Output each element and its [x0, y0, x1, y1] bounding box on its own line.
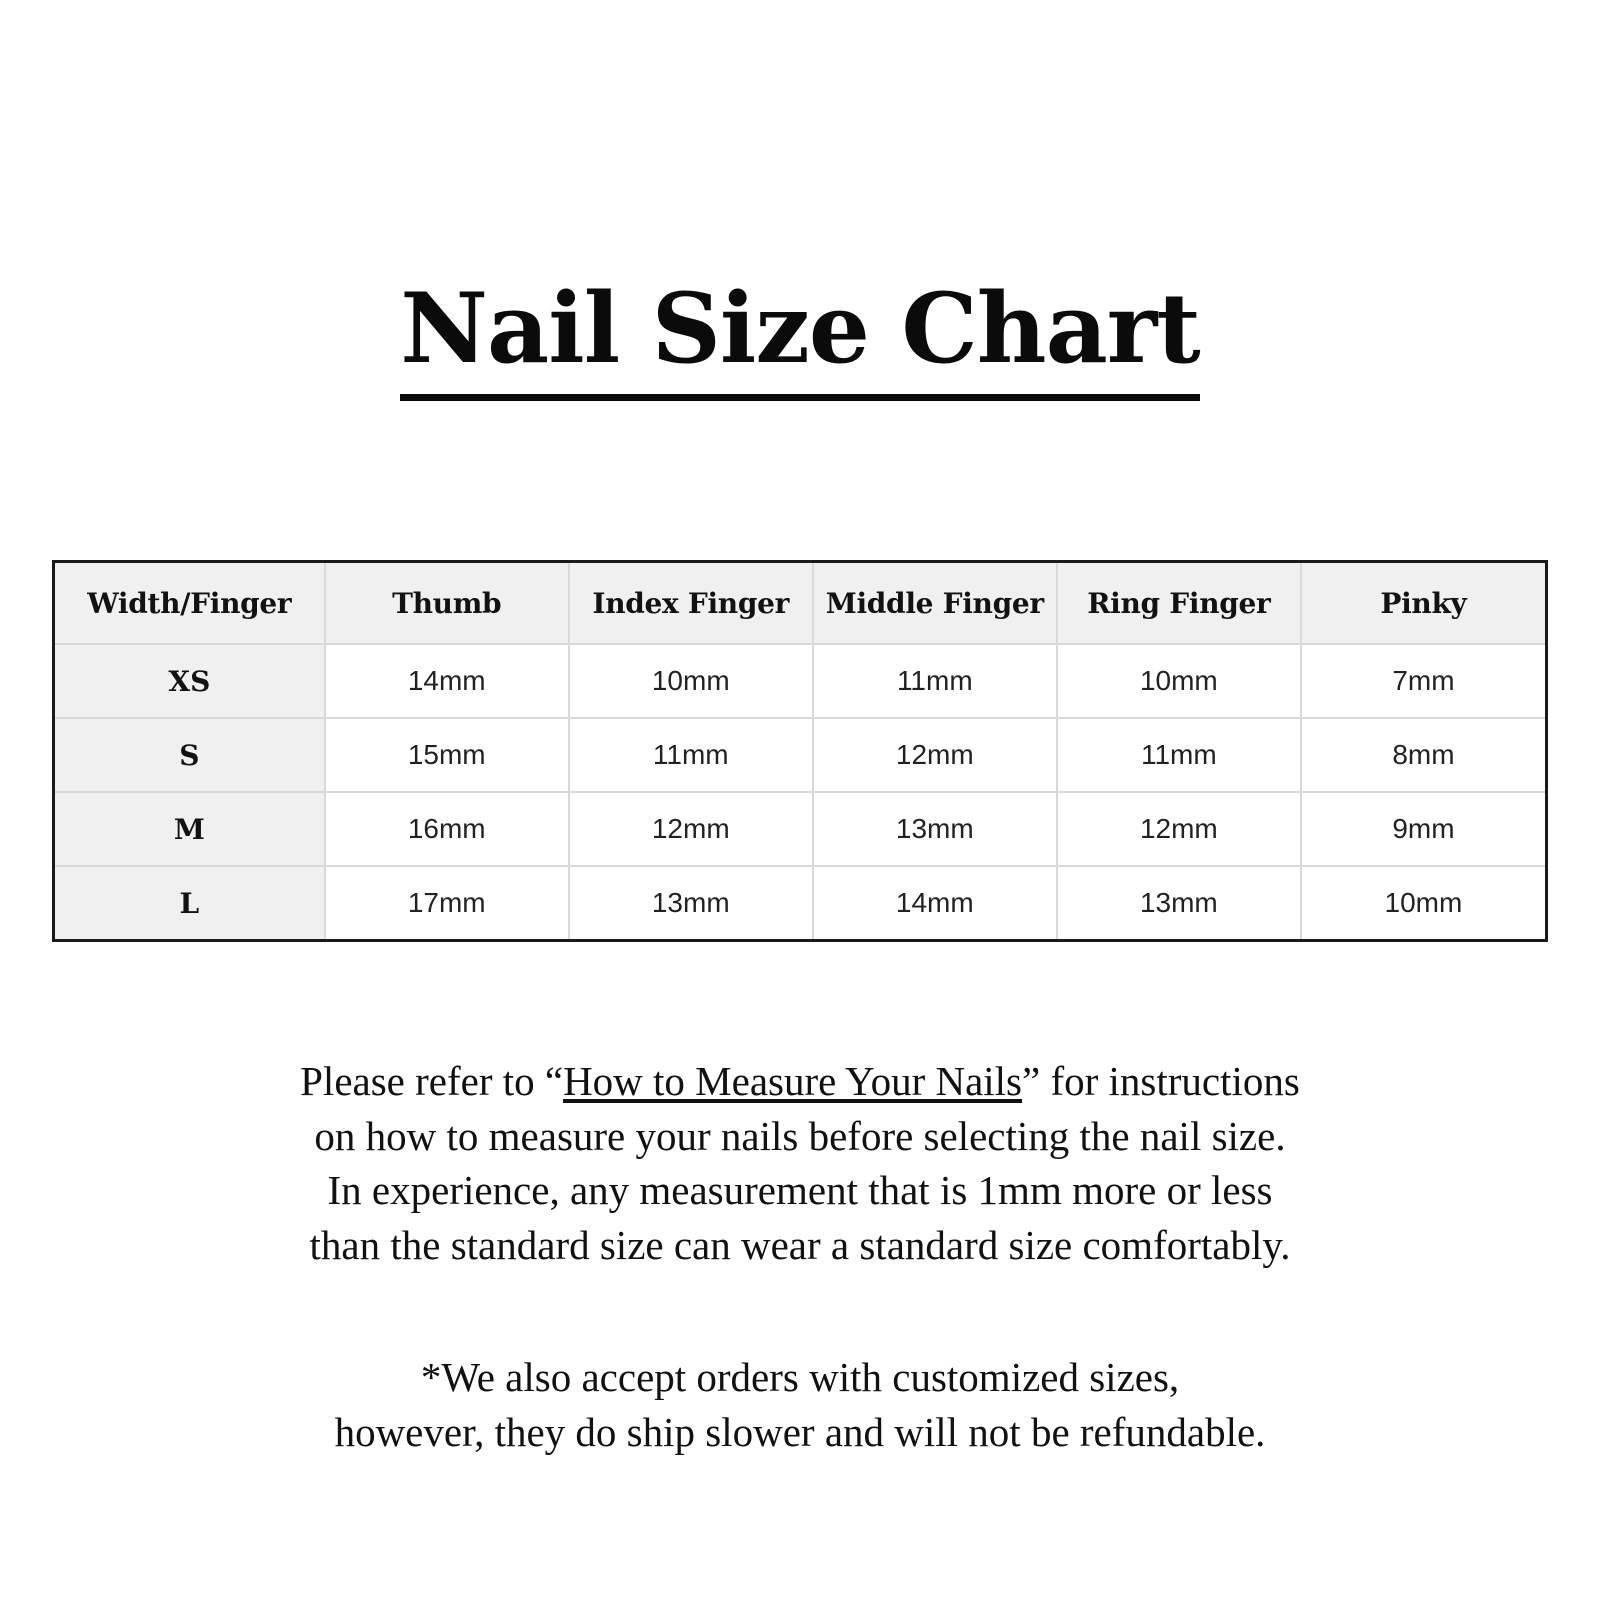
cell-middle-finger: 14mm	[813, 866, 1057, 939]
column-header-middle-finger: Middle Finger	[813, 563, 1057, 644]
cell-middle-finger: 13mm	[813, 792, 1057, 866]
page-title: Nail Size Chart	[400, 279, 1199, 401]
cell-ring-finger: 12mm	[1057, 792, 1301, 866]
notes-line-1-prefix: Please refer to “	[300, 1058, 564, 1105]
table-body	[55, 644, 1545, 939]
column-header-pinky: Pinky	[1301, 563, 1545, 644]
column-header-thumb: Thumb	[325, 563, 569, 644]
cell-pinky: 10mm	[1301, 866, 1545, 939]
notes-paragraph-custom-sizes	[120, 1350, 1480, 1459]
cell-middle-finger: 12mm	[813, 718, 1057, 792]
row-size-label: XS	[55, 644, 325, 718]
cell-index-finger: 12mm	[569, 792, 813, 866]
column-header-ring-finger: Ring Finger	[1057, 563, 1301, 644]
notes-line-1	[120, 1054, 1480, 1109]
row-size-label: M	[55, 792, 325, 866]
notes-custom-line-2: however, they do ship slower and will not be refundable.	[334, 1409, 1266, 1455]
table-header-row	[55, 563, 1545, 644]
cell-middle-finger: 11mm	[813, 644, 1057, 718]
cell-pinky: 7mm	[1301, 644, 1545, 718]
table-row	[55, 718, 1545, 792]
table-row	[55, 644, 1545, 718]
size-chart-table-container	[52, 560, 1548, 942]
size-chart-table	[55, 563, 1545, 939]
notes-line-4: than the standard size can wear a standard size comfortably.	[309, 1221, 1291, 1268]
notes-section	[0, 1054, 1600, 1459]
notes-paragraph-measurement	[120, 1054, 1480, 1272]
notes-line-3: In experience, any measurement that is 1mm more or less	[327, 1167, 1273, 1214]
notes-line-2: on how to measure your nails before selecting the nail size.	[314, 1112, 1286, 1159]
cell-ring-finger: 13mm	[1057, 866, 1301, 939]
notes-custom-line-1: *We also accept orders with customized sizes,	[420, 1354, 1180, 1401]
cell-thumb: 17mm	[325, 866, 569, 939]
how-to-measure-link[interactable]: How to Measure Your Nails	[563, 1058, 1023, 1105]
cell-ring-finger: 10mm	[1057, 644, 1301, 718]
cell-thumb: 16mm	[325, 792, 569, 866]
column-header-index-finger: Index Finger	[569, 563, 813, 644]
cell-pinky: 9mm	[1301, 792, 1545, 866]
cell-index-finger: 11mm	[569, 718, 813, 792]
column-header-width-finger: Width/Finger	[55, 563, 325, 644]
cell-thumb: 15mm	[325, 718, 569, 792]
row-size-label: L	[55, 866, 325, 939]
table-row	[55, 792, 1545, 866]
table-row	[55, 866, 1545, 939]
row-size-label: S	[55, 718, 325, 792]
table-header	[55, 563, 1545, 644]
cell-pinky: 8mm	[1301, 718, 1545, 792]
cell-index-finger: 10mm	[569, 644, 813, 718]
cell-index-finger: 13mm	[569, 866, 813, 939]
cell-ring-finger: 11mm	[1057, 718, 1301, 792]
notes-line-1-suffix: ” for instructions	[1022, 1058, 1300, 1105]
title-container	[0, 0, 1600, 465]
cell-thumb: 14mm	[325, 644, 569, 718]
